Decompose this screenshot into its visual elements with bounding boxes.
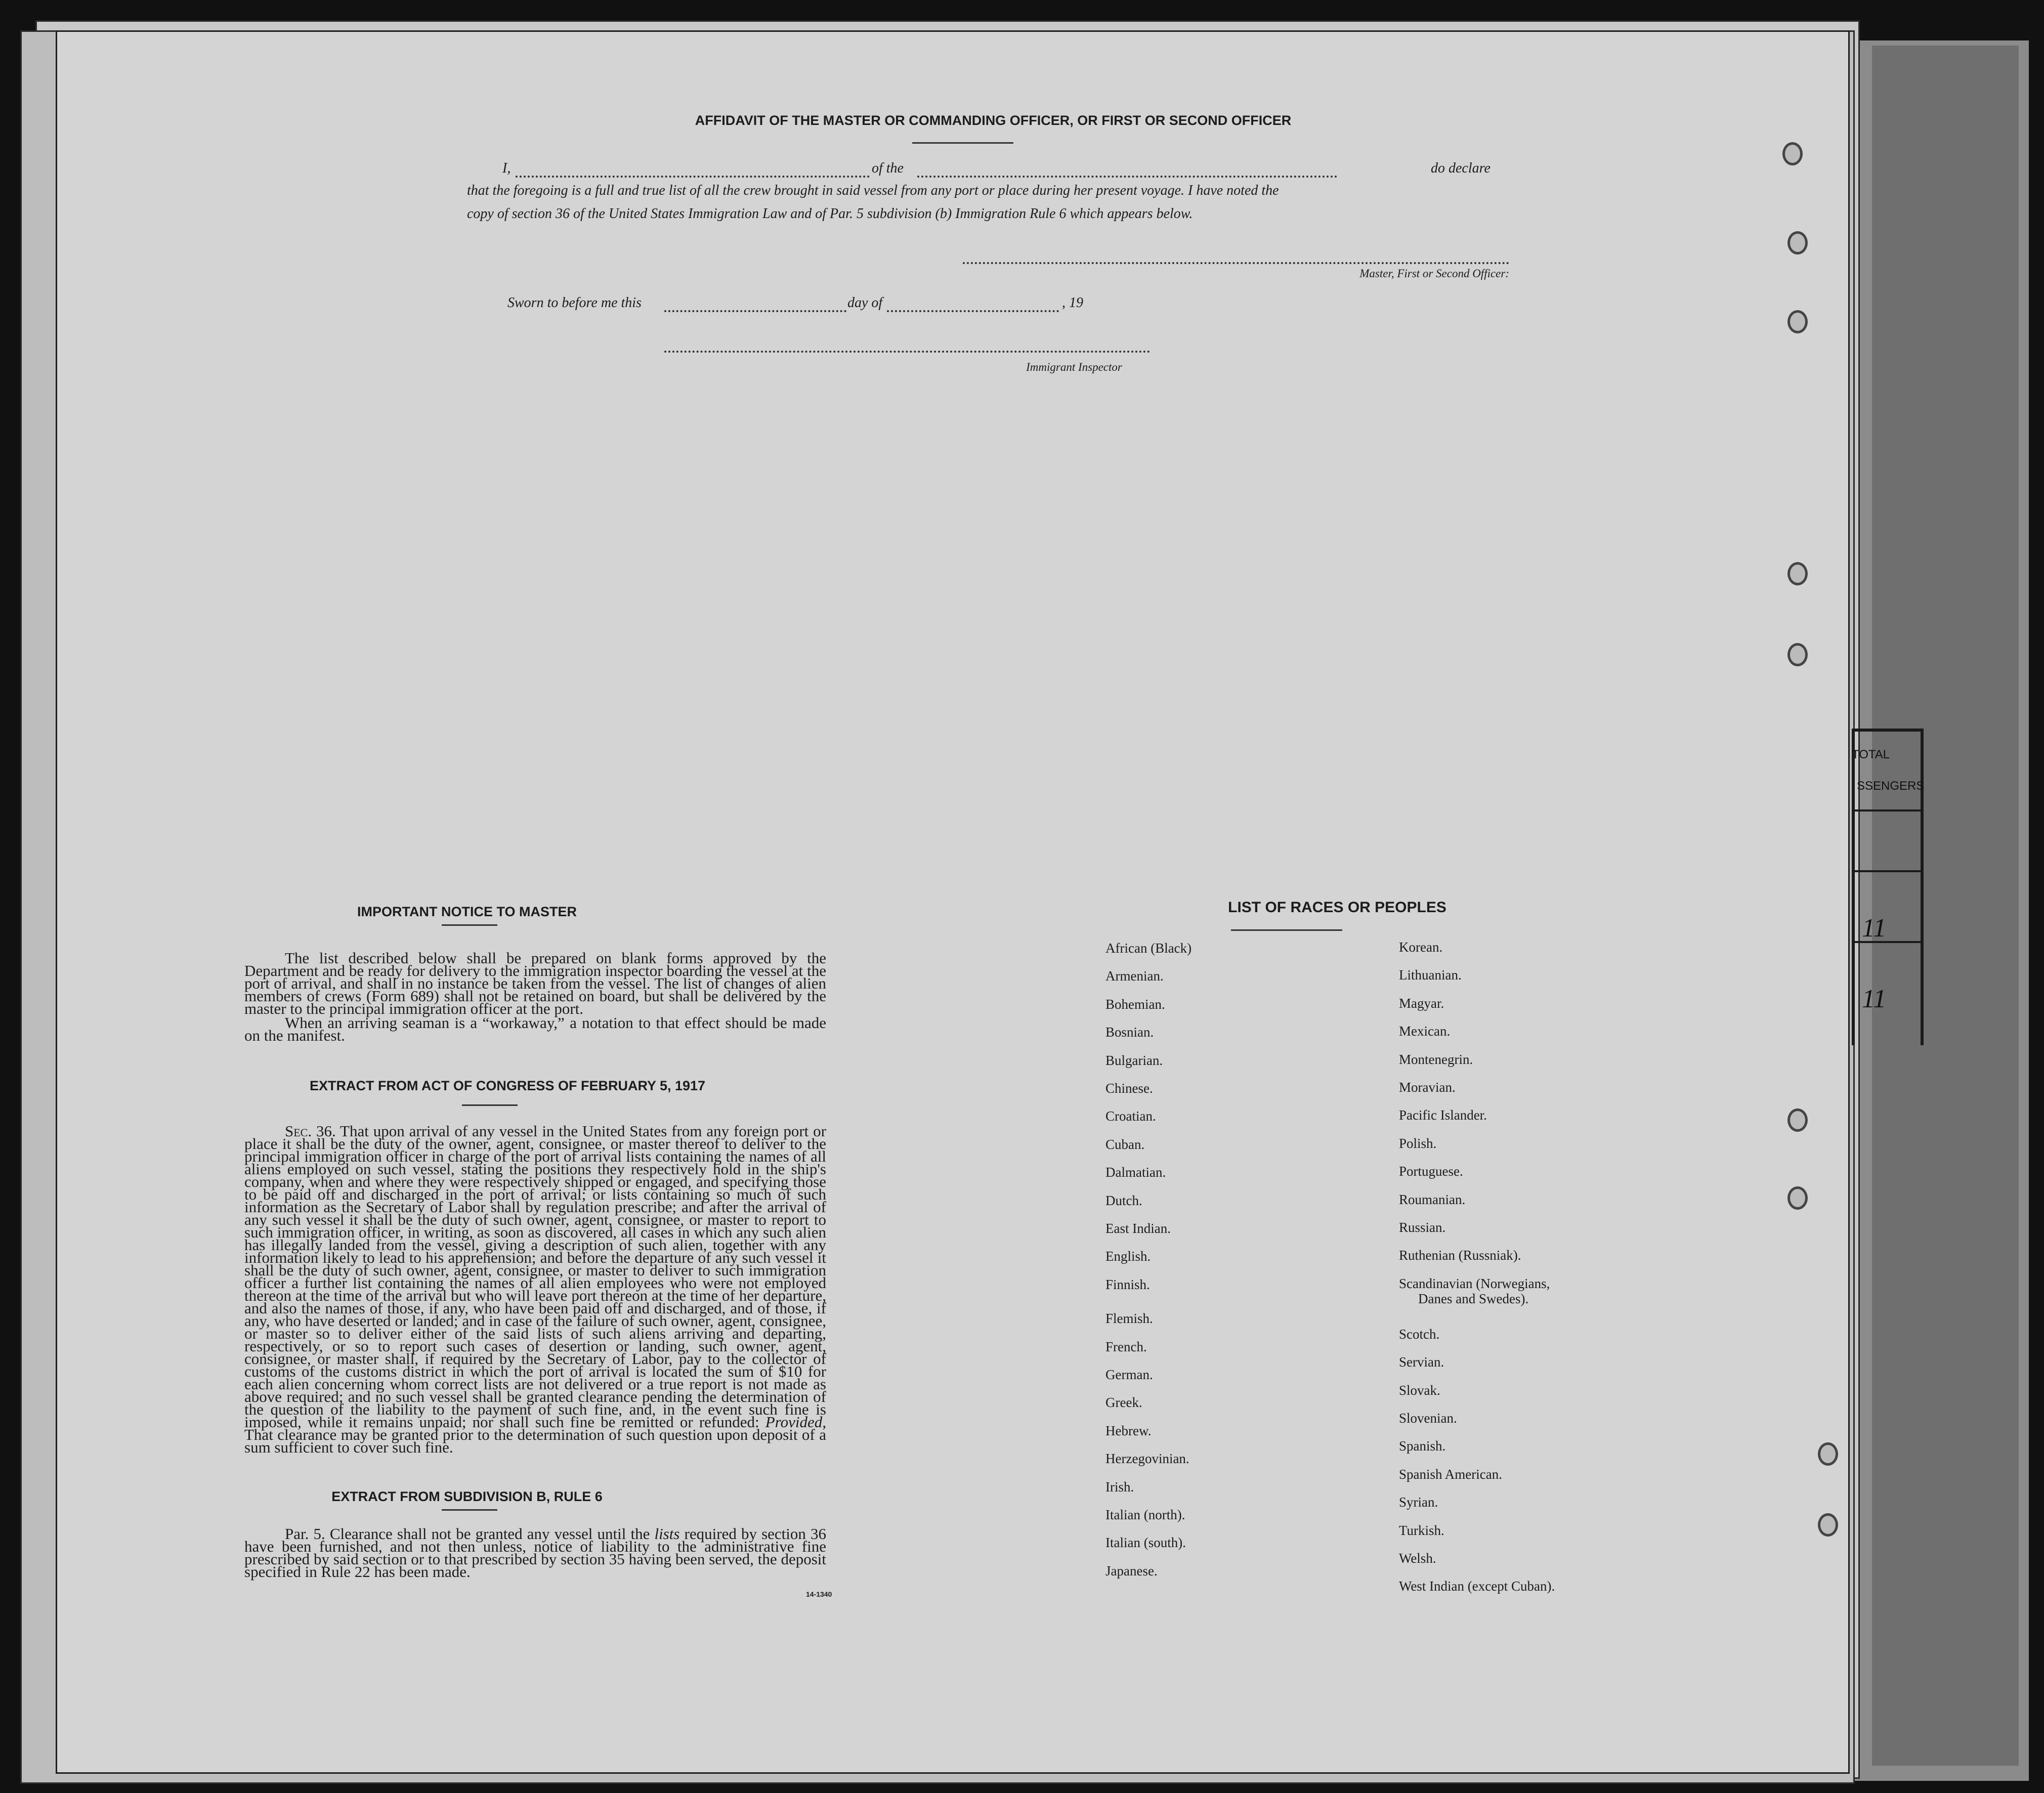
race-item-left: Japanese.	[1105, 1563, 1158, 1578]
race-item-left: German.	[1105, 1367, 1153, 1382]
race-item-right: Magyar.	[1399, 995, 1444, 1011]
race-item-left: Bulgarian.	[1105, 1052, 1163, 1068]
race-item-left: Croatian.	[1105, 1108, 1156, 1124]
race-item-right: Mexican.	[1399, 1023, 1451, 1039]
race-item-right: Russian.	[1399, 1220, 1446, 1235]
race-item-right: Danes and Swedes).	[1418, 1291, 1529, 1306]
race-item-left: English.	[1105, 1249, 1151, 1264]
sworn-day-of: day of	[847, 295, 883, 311]
rule6-text-b: required by section 36 have been furnished, and not then unless, notice of liability to the administrative fine prescribed by said section or to that prescribed by section 35 having been served, the deposit specified in Rule 22 has been made.	[244, 1525, 826, 1581]
race-item-right: Roumanian.	[1399, 1191, 1466, 1207]
sworn-prefix: Sworn to before me this	[507, 295, 642, 311]
binder-ring	[1787, 310, 1808, 333]
race-item-left: Italian (south).	[1105, 1535, 1186, 1551]
race-item-right: Syrian.	[1399, 1495, 1438, 1510]
act-section-text-end: That clearance may be granted prior to the determination of such question upon deposit of a sum sufficient to cover such fine.	[244, 1426, 826, 1456]
binder-ring	[1787, 643, 1808, 666]
race-item-left: Chinese.	[1105, 1081, 1153, 1096]
binder-ring	[1787, 231, 1808, 254]
handwritten-mark: 11	[1862, 985, 1887, 1013]
race-item-left: Flemish.	[1105, 1311, 1153, 1327]
inspector-signature-blank	[664, 351, 1150, 353]
stamp-divider	[1852, 870, 1921, 872]
race-item-right: Slovenian.	[1399, 1411, 1457, 1426]
binder-ring	[1787, 562, 1808, 585]
notice-paragraph-2: When an arriving seaman is a “workaway,” a notation to that effect should be made on the manifest.	[244, 1014, 826, 1044]
vessel-blank	[917, 176, 1337, 178]
affidavit-declare: do declare	[1431, 160, 1491, 176]
race-item-left: Herzegovinian.	[1105, 1451, 1189, 1467]
race-item-right: Slovak.	[1399, 1382, 1440, 1398]
signature-blank	[963, 262, 1509, 264]
act-section-36	[244, 1122, 827, 1456]
act-underline	[462, 1104, 518, 1106]
signature-label: Master, First or Second Officer:	[1359, 267, 1509, 280]
race-item-right: Moravian.	[1399, 1080, 1456, 1095]
sworn-year: , 19	[1062, 295, 1083, 311]
race-item-right: Polish.	[1399, 1135, 1437, 1151]
races-underline	[1231, 929, 1342, 931]
race-item-left: Dalmatian.	[1105, 1165, 1166, 1180]
race-item-right: West Indian (except Cuban).	[1399, 1578, 1555, 1594]
affidavit-of-the: of the	[872, 160, 904, 176]
binder-ring	[1818, 1513, 1838, 1536]
race-item-left: Dutch.	[1105, 1192, 1142, 1208]
race-item-right: Lithuanian.	[1399, 967, 1462, 983]
stamp-total-label: TOTAL	[1852, 748, 1890, 761]
race-item-left: Bosnian.	[1105, 1024, 1154, 1040]
race-item-left: Irish.	[1105, 1479, 1134, 1495]
rule6-lists: lists	[654, 1525, 680, 1543]
race-item-left: African (Black)	[1105, 941, 1192, 956]
sworn-day-blank	[664, 310, 846, 312]
affidavit-line-3: copy of section 36 of the United States Immigration Law and of Par. 5 subdivision (b) Immigration Rule 6 which appears below.	[467, 206, 1193, 222]
act-heading: EXTRACT FROM ACT OF CONGRESS OF FEBRUARY 5, 1917	[309, 1078, 706, 1093]
form-number: 14-1340	[806, 1590, 832, 1598]
race-item-right: Ruthenian (Russniak).	[1399, 1248, 1521, 1263]
race-item-right: Spanish American.	[1399, 1466, 1502, 1482]
act-section-lead: Sec. 36.	[285, 1122, 336, 1140]
handwritten-mark: 11	[1862, 914, 1887, 943]
race-item-left: Armenian.	[1105, 968, 1164, 984]
race-item-right: Spanish.	[1399, 1438, 1446, 1454]
notice-underline	[442, 924, 497, 926]
act-provided: Provided,	[765, 1413, 827, 1431]
binder-ring	[1782, 142, 1803, 165]
race-item-right: Scandinavian (Norwegians,	[1399, 1275, 1550, 1291]
race-item-left: Greek.	[1105, 1395, 1142, 1411]
race-item-right: Pacific Islander.	[1399, 1107, 1487, 1123]
sworn-month-blank	[887, 310, 1059, 312]
binder-ring	[1787, 1186, 1808, 1210]
inspector-label: Immigrant Inspector	[1026, 361, 1122, 373]
binder-ring	[1818, 1442, 1838, 1466]
race-item-right: Korean.	[1399, 940, 1443, 955]
race-item-right: Scotch.	[1399, 1326, 1440, 1342]
stamp-passengers-label: SSENGERS	[1857, 779, 1925, 793]
races-heading: LIST OF RACES OR PEOPLES	[1228, 899, 1446, 916]
document-page	[56, 30, 1850, 1774]
affidavit-i: I,	[502, 160, 511, 176]
race-item-left: French.	[1105, 1339, 1147, 1354]
race-item-left: Hebrew.	[1105, 1423, 1152, 1438]
stamp-divider	[1852, 809, 1921, 812]
affidavit-line-2: that the foregoing is a full and true list of all the crew brought in said vessel from any port or place during her present voyage. I have noted the	[467, 183, 1279, 198]
race-item-right: Welsh.	[1399, 1551, 1436, 1566]
binder-ring	[1787, 1108, 1808, 1132]
rule6-heading: EXTRACT FROM SUBDIVISION B, RULE 6	[331, 1489, 603, 1504]
rule6-paragraph	[244, 1525, 826, 1581]
heading-underline	[912, 142, 1013, 144]
race-item-right: Turkish.	[1399, 1522, 1444, 1538]
affidavit-line-1	[482, 160, 1514, 179]
race-item-right: Montenegrin.	[1399, 1051, 1473, 1067]
rule6-underline	[442, 1509, 497, 1511]
race-item-left: Cuban.	[1105, 1136, 1145, 1152]
race-item-left: Finnish.	[1105, 1276, 1150, 1292]
notice-paragraph-1: The list described below shall be prepared on blank forms approved by the Department and be ready for delivery to the immigration inspector boarding the vessel at the port of arrival, and shall in no instance be taken from the vessel. The list of changes of alien members of crews (Form 689) shall not be retained on board, but shall be delivered by the master to the principal immigration officer at the port.	[244, 949, 826, 1017]
race-item-left: Italian (north).	[1105, 1507, 1185, 1522]
affidavit-heading: AFFIDAVIT OF THE MASTER OR COMMANDING OFFICER, OR FIRST OR SECOND OFFICER	[695, 113, 1292, 128]
notice-heading: IMPORTANT NOTICE TO MASTER	[357, 904, 577, 919]
race-item-right: Portuguese.	[1399, 1164, 1463, 1179]
race-item-left: East Indian.	[1105, 1221, 1171, 1236]
act-section-text: That upon arrival of any vessel in the United States from any foreign port or place it shall be the duty of the owner, agent, consignee, or master thereof to deliver to the principal immigration officer in charge of the port of arrival lists containing the names of all aliens employed on such vessel, stating the positions they respectively hold in the ship's company, when and where they were respectively shipped or engaged, and specifying those to be paid off and discharged in the port of arrival; or lists containing so much of such information as the Secretary of Labor shall by regulation prescribe; and after the arrival of any such vessel it shall be the duty of such owner, agent, consignee, or master to report to such immigration officer, in writing, as soon as discovered, all cases in which any such alien has illegally landed from the vessel, giving a description of such alien, together with any information likely to lead to his apprehension; and before the departure of any such vessel it shall be the duty of such owner, agent, consignee, or master to deliver to such immigration officer a further list containing the names of all alien employees who were not employed thereon at the time of the arrival but who will leave port thereon at the time of her departure, and also the names of those, if any, who have been paid off and discharged, and of those, if any, who have deserted or landed; and in case of the failure of such owner, agent, consignee, or master so to deliver either of the said lists of such aliens arriving and departing, respectively, or so to report such cases of desertion or landing, such owner, agent, consignee, or master shall, if required by the Secretary of Labor, pay to the collector of customs of the customs district in which the port of arrival is located the sum of $10 for each alien concerning whom correct lists are not delivered or a true report is not made as above required; and no such vessel shall be granted clearance pending the determination of the question of the liability to the payment of such fine, and, in the event such fine is imposed, while it remains unpaid; nor shall such fine be remitted or refunded:	[244, 1122, 826, 1431]
race-item-left: Bohemian.	[1105, 996, 1165, 1012]
rule6-text-a: Par. 5. Clearance shall not be granted any vessel until the	[285, 1525, 650, 1543]
race-item-right: Servian.	[1399, 1354, 1444, 1370]
name-blank	[516, 176, 870, 178]
sworn-line	[507, 295, 1266, 315]
